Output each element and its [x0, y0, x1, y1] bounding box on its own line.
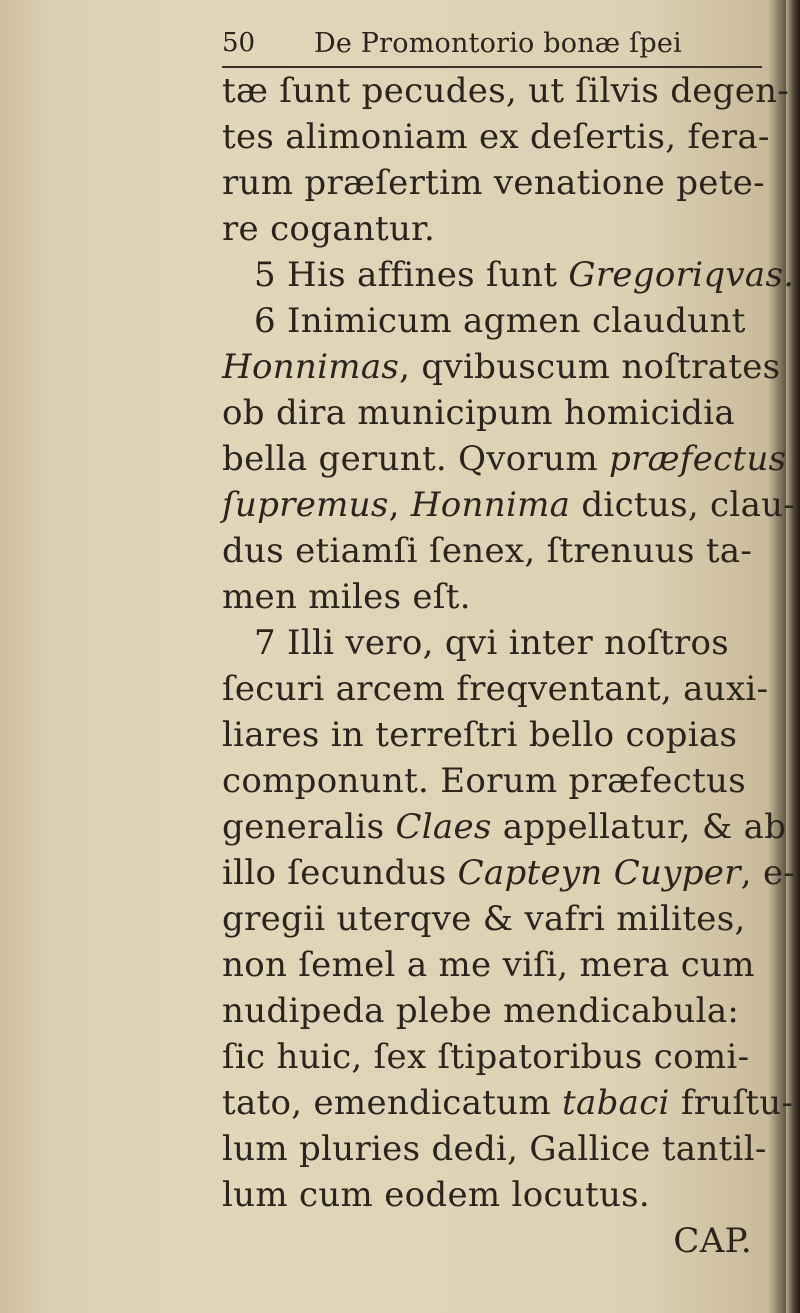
page-header	[222, 26, 762, 66]
text-body	[222, 68, 796, 1264]
text-span: men miles eſt.	[222, 577, 471, 617]
text-span: generalis	[222, 807, 396, 847]
italic-text: ſupremus	[222, 485, 389, 525]
catchword: CAP.	[673, 1221, 752, 1261]
text-span: tes alimoniam ex deſertis, fera-	[222, 117, 770, 157]
text-span: nudipeda plebe mendicabula:	[222, 991, 740, 1031]
text-span: 7 Illi vero, qvi inter noſtros	[254, 623, 730, 663]
text-span: gregii uterqve & vafri milites,	[222, 899, 746, 939]
text-line	[222, 758, 782, 804]
text-span: lum pluries dedi, Gallice tantil-	[222, 1129, 767, 1169]
text-span: , e-	[740, 853, 796, 893]
text-span: tato, emendicatum	[222, 1083, 563, 1123]
text-line	[222, 68, 790, 114]
italic-text: præfectus	[608, 439, 787, 479]
text-line	[222, 436, 787, 482]
text-line	[222, 252, 795, 298]
italic-text: Gregoriqvas.	[568, 255, 795, 295]
italic-text: Claes	[395, 807, 492, 847]
text-span: liares in terreſtri bello copias	[222, 715, 738, 755]
text-span: fruſtu-	[669, 1083, 794, 1123]
text-line	[222, 620, 782, 666]
text-line	[222, 528, 782, 574]
text-span: dictus, clau-	[570, 485, 796, 525]
text-span: , qvibuscum noſtrates	[399, 347, 781, 387]
text-line	[222, 574, 782, 620]
text-line	[222, 1126, 782, 1172]
text-line	[222, 896, 782, 942]
text-line	[222, 482, 796, 528]
text-span: rum præſertim venatione pete-	[222, 163, 765, 203]
text-line	[222, 712, 782, 758]
text-span: tæ ſunt pecudes, ut ſilvis degen-	[222, 71, 790, 111]
text-span: ſic huic, ſex ſtipatoribus comi-	[222, 1037, 750, 1077]
text-line	[222, 1080, 794, 1126]
text-span: non ſemel a me viſi, mera cum	[222, 945, 755, 985]
text-line	[222, 344, 782, 390]
text-span: 5 His affines ſunt	[254, 255, 569, 295]
text-line	[222, 804, 787, 850]
text-line	[222, 942, 782, 988]
text-span: ob dira municipum homicidia	[222, 393, 735, 433]
text-span: re cogantur.	[222, 209, 436, 249]
italic-text: tabaci	[562, 1083, 670, 1123]
text-line	[222, 988, 782, 1034]
text-line	[222, 390, 782, 436]
text-line	[222, 1172, 782, 1218]
text-span: appellatur, & ab	[491, 807, 787, 847]
text-line	[222, 114, 782, 160]
page-number: 50	[222, 28, 256, 58]
italic-text: Capteyn Cuyper	[457, 853, 741, 893]
text-line	[222, 850, 796, 896]
text-span: dus etiamſi ſenex, ſtrenuus ta-	[222, 531, 753, 571]
running-title: De Promontorio bonæ ſpei	[314, 28, 682, 59]
text-span: componunt. Eorum præfectus	[222, 761, 746, 801]
text-span: bella gerunt. Qvorum	[222, 439, 609, 479]
text-span: illo ſecundus	[222, 853, 458, 893]
text-line	[222, 1034, 782, 1080]
text-line	[222, 206, 782, 252]
text-span: ,	[388, 485, 411, 525]
italic-text: Honnima	[410, 485, 571, 525]
text-span: 6 Inimicum agmen claudunt	[254, 301, 746, 341]
text-span: ſecuri arcem freqventant, auxi-	[222, 669, 769, 709]
text-line	[222, 666, 782, 712]
text-line	[222, 298, 782, 344]
italic-text: Honnimas	[222, 347, 400, 387]
text-line	[222, 160, 782, 206]
text-span: lum cum eodem locutus.	[222, 1175, 651, 1215]
